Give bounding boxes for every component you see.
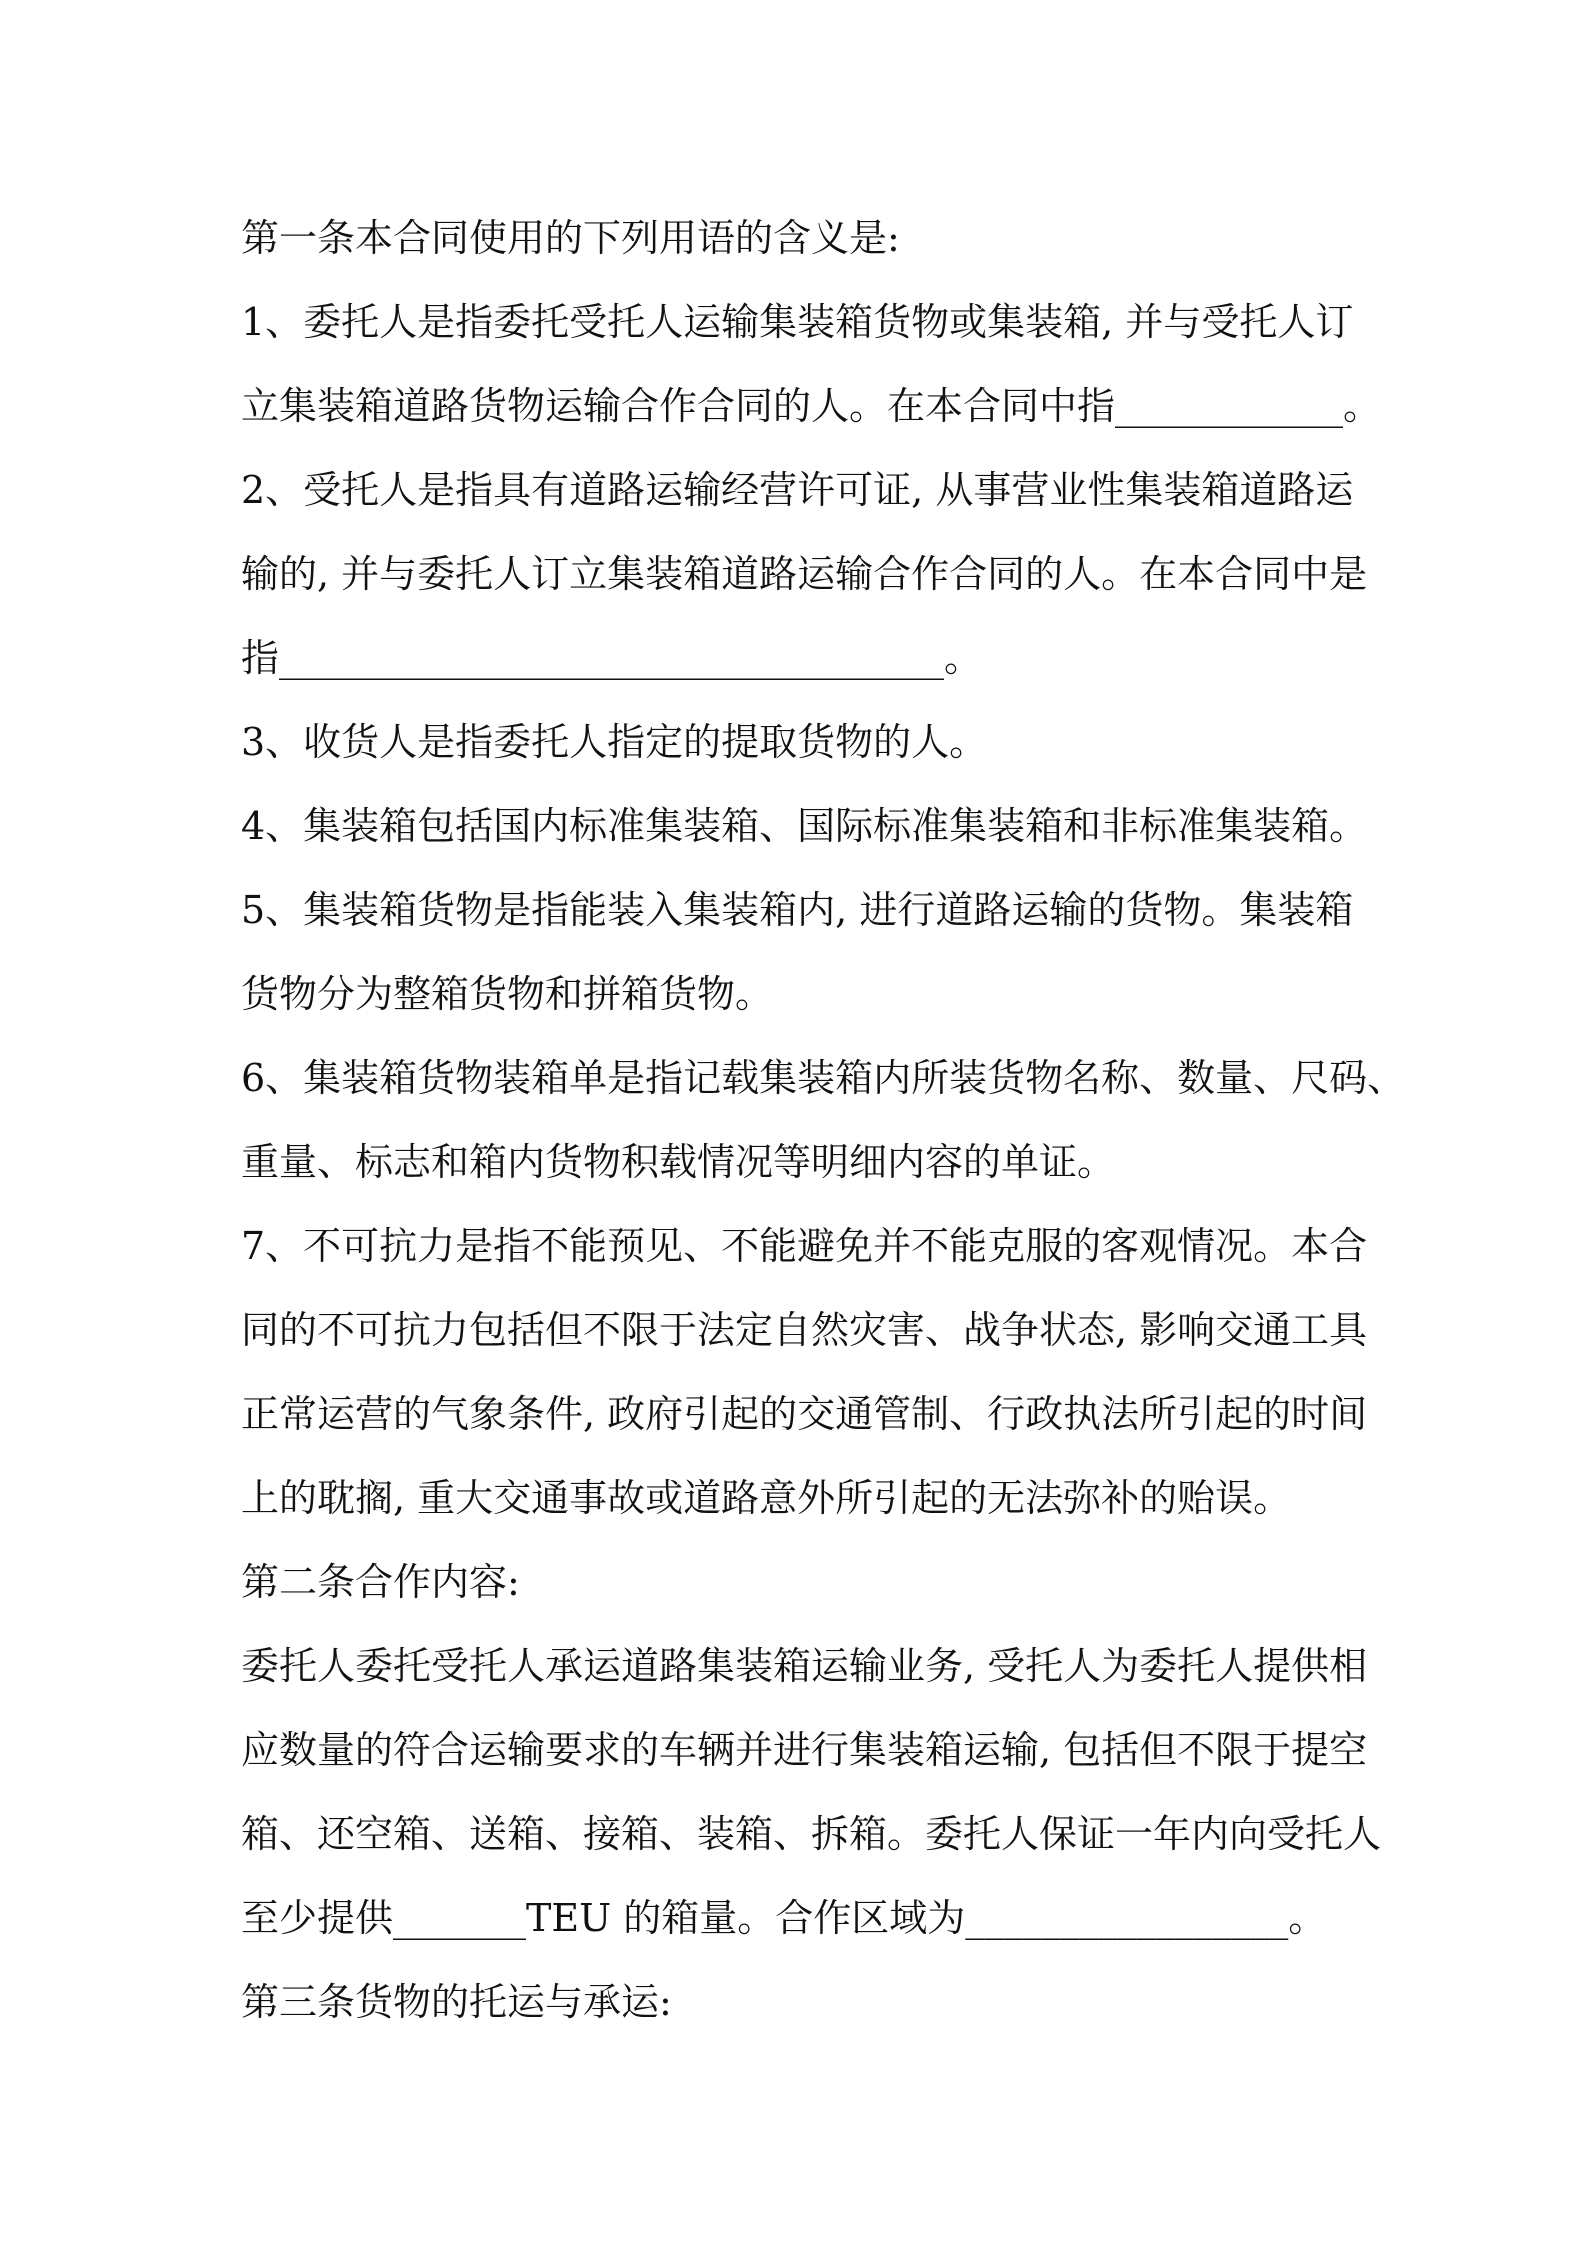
- article-3-heading: 第三条货物的托运与承运:: [241, 1980, 672, 2024]
- text-line: 至少提供_______TEU 的箱量。合作区域为_________________。: [241, 1896, 1327, 1940]
- text-line: 货物分为整箱货物和拼箱货物。: [241, 972, 774, 1016]
- text-line: 上的耽搁, 重大交通事故或道路意外所引起的无法弥补的贻误。: [241, 1476, 1292, 1520]
- text-line: 重量、标志和箱内货物积载情况等明细内容的单证。: [241, 1140, 1116, 1184]
- text-line: 同的不可抗力包括但不限于法定自然灾害、战争状态, 影响交通工具: [241, 1308, 1368, 1352]
- text-line: 5、集装箱货物是指能装入集装箱内, 进行道路运输的货物。集装箱: [241, 888, 1354, 932]
- text-line: 7、不可抗力是指不能预见、不能避免并不能克服的客观情况。本合: [241, 1224, 1368, 1268]
- text-line: 3、收货人是指委托人指定的提取货物的人。: [241, 720, 988, 764]
- article-1-heading: 第一条本合同使用的下列用语的含义是:: [241, 216, 900, 260]
- text-line: 正常运营的气象条件, 政府引起的交通管制、行政执法所引起的时间: [241, 1392, 1368, 1436]
- text-line: 应数量的符合运输要求的车辆并进行集装箱运输, 包括但不限于提空: [241, 1728, 1368, 1772]
- text-line: 4、集装箱包括国内标准集装箱、国际标准集装箱和非标准集装箱。: [241, 804, 1368, 848]
- article-2-heading: 第二条合作内容:: [241, 1560, 520, 1604]
- text-line: 6、集装箱货物装箱单是指记载集装箱内所装货物名称、数量、尺码、: [241, 1056, 1406, 1100]
- text-line: 2、受托人是指具有道路运输经营许可证, 从事营业性集装箱道路运: [241, 468, 1354, 512]
- text-line: 指___________________________________。: [241, 636, 983, 680]
- text-line: 立集装箱道路货物运输合作合同的人。在本合同中指____________。: [241, 384, 1382, 428]
- text-line: 委托人委托受托人承运道路集装箱运输业务, 受托人为委托人提供相: [241, 1644, 1368, 1688]
- document-body: [241, 196, 1406, 2044]
- text-line: 箱、还空箱、送箱、接箱、装箱、拆箱。委托人保证一年内向受托人: [241, 1812, 1382, 1856]
- text-line: 输的, 并与委托人订立集装箱道路运输合作合同的人。在本合同中是: [241, 552, 1368, 596]
- text-line: 1、委托人是指委托受托人运输集装箱货物或集装箱, 并与受托人订: [241, 300, 1354, 344]
